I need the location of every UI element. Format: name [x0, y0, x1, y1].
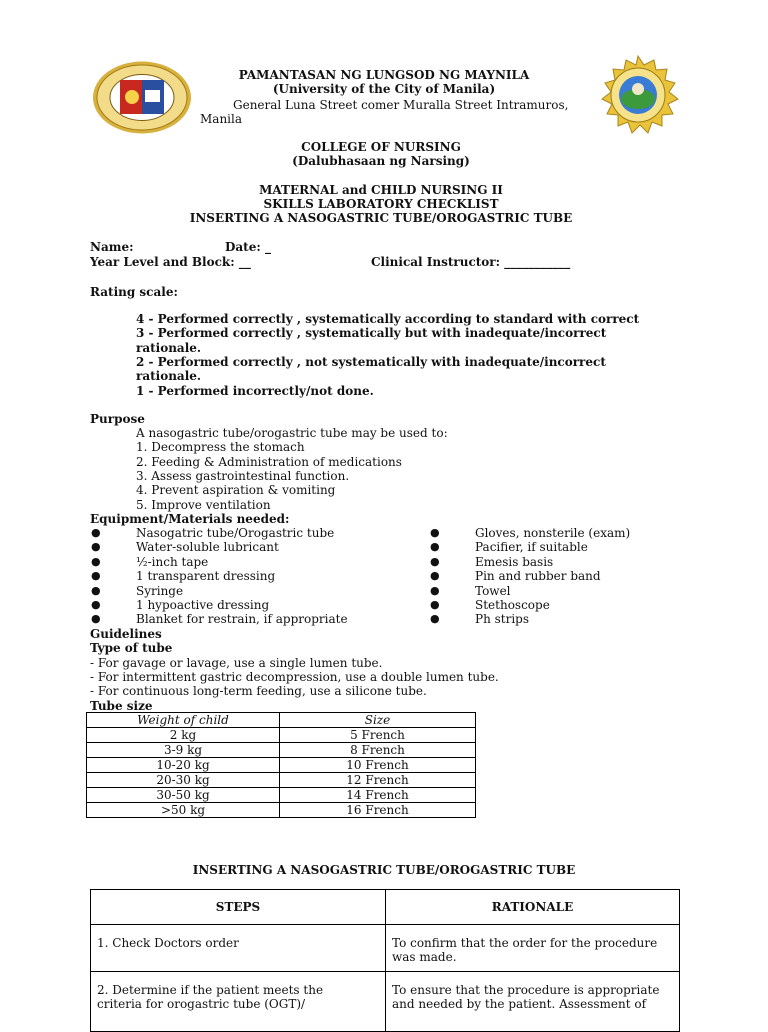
size-cell: 5 French	[280, 728, 476, 743]
table-header-row	[91, 890, 680, 925]
size-cell: 16 French	[280, 803, 476, 818]
table-row	[87, 758, 476, 773]
purpose-title: Purpose	[90, 412, 145, 426]
weight-cell: 10-20 kg	[87, 758, 280, 773]
weight-cell: 30-50 kg	[87, 788, 280, 803]
equipment-item: ● Ph strips	[430, 612, 530, 627]
guideline-item: - For intermittent gastric decompression, use a double lumen tube.	[90, 670, 499, 684]
rating-2-cont: rationale.	[136, 369, 202, 383]
table-row	[87, 803, 476, 818]
rationale-header: RATIONALE	[386, 890, 680, 925]
bullet-icon: ●	[91, 554, 101, 568]
college-name: COLLEGE OF NURSING	[301, 140, 461, 154]
address-line-1: General Luna Street comer Muralla Street Intramuros,	[233, 98, 569, 112]
bullet-icon: ●	[91, 597, 101, 611]
bullet-icon: ●	[91, 583, 101, 597]
rating-1: 1 - Performed incorrectly/not done.	[136, 384, 374, 398]
table-row	[87, 788, 476, 803]
rating-2: 2 - Performed correctly , not systematically with inadequate/incorrect	[136, 355, 606, 369]
table-row	[87, 728, 476, 743]
bullet-icon: ●	[430, 612, 440, 626]
equipment-item: ● 1 transparent dressing	[91, 569, 276, 584]
college-filipino-name: (Dalubhasaan ng Narsing)	[292, 154, 470, 168]
step-cell: 2. Determine if the patient meets the criteria for orogastric tube (OGT)/	[91, 971, 386, 1031]
guidelines-title: Guidelines	[90, 627, 162, 641]
purpose-item: 2. Feeding & Administration of medications	[136, 455, 402, 469]
bullet-icon: ●	[91, 540, 101, 554]
equipment-item: ● Gloves, nonsterile (exam)	[430, 526, 631, 540]
year-block-label: Year Level and Block: __	[90, 255, 251, 269]
equipment-list-right	[430, 526, 630, 627]
purpose-item: 5. Improve ventilation	[136, 498, 271, 512]
weight-cell: 20-30 kg	[87, 773, 280, 788]
bullet-icon: ●	[430, 597, 440, 611]
purpose-item: 1. Decompress the stomach	[136, 440, 305, 454]
bullet-icon: ●	[91, 612, 101, 626]
bullet-icon: ●	[430, 583, 440, 597]
size-cell: 8 French	[280, 743, 476, 758]
university-english-name: (University of the City of Manila)	[272, 82, 496, 96]
bullet-icon: ●	[91, 569, 101, 583]
course-title: MATERNAL and CHILD NURSING II	[259, 183, 503, 197]
equipment-title: Equipment/Materials needed:	[90, 512, 290, 526]
weight-cell: 2 kg	[87, 728, 280, 743]
rationale-cell: To ensure that the procedure is appropriate and needed by the patient. Assessment of	[386, 971, 680, 1031]
equipment-item: ● Stethoscope	[430, 597, 550, 612]
size-cell: 14 French	[280, 788, 476, 803]
table-header-row	[87, 713, 476, 728]
equipment-item: ● 1 hypoactive dressing	[91, 597, 270, 612]
equipment-list-left	[91, 526, 348, 627]
table-row	[87, 743, 476, 758]
guideline-item: - For continuous long-term feeding, use a silicone tube.	[90, 684, 427, 698]
bullet-icon: ●	[430, 569, 440, 583]
purpose-item: 4. Prevent aspiration & vomiting	[136, 483, 336, 497]
column-header: Size	[280, 713, 476, 728]
bullet-icon: ●	[430, 526, 440, 539]
checklist-title: SKILLS LABORATORY CHECKLIST	[263, 197, 499, 211]
type-of-tube-title: Type of tube	[90, 641, 173, 655]
guideline-item: - For gavage or lavage, use a single lumen tube.	[90, 656, 383, 670]
purpose-intro: A nasogastric tube/orogastric tube may be used to:	[136, 426, 448, 440]
rating-3: 3 - Performed correctly , systematically but with inadequate/incorrect	[136, 326, 607, 340]
name-label: Name:	[90, 240, 134, 254]
steps-header: STEPS	[91, 890, 386, 925]
equipment-item: ● Pacifier, if suitable	[430, 540, 588, 555]
table-row	[91, 971, 680, 1031]
weight-cell: 3-9 kg	[87, 743, 280, 758]
bullet-icon: ●	[430, 540, 440, 554]
purpose-item: 3. Assess gastrointestinal function.	[136, 469, 350, 483]
procedure-title: INSERTING A NASOGASTRIC TUBE/OROGASTRIC TUBE	[189, 211, 573, 225]
university-name: PAMANTASAN NG LUNGSOD NG MAYNILA	[238, 68, 530, 82]
size-cell: 10 French	[280, 758, 476, 773]
equipment-item: ● ½-inch tape	[91, 554, 209, 569]
table-row	[91, 925, 680, 972]
equipment-item: ● Blanket for restrain, if appropriate	[91, 612, 348, 627]
column-header: Weight of child	[87, 713, 280, 728]
equipment-item: ● Syringe	[91, 583, 184, 598]
table-row	[87, 773, 476, 788]
rating-scale-title: Rating scale:	[90, 285, 178, 299]
address-line-2: Manila	[200, 112, 242, 126]
tube-size-table	[86, 712, 476, 818]
rating-3-cont: rationale.	[136, 341, 202, 355]
step-cell: 1. Check Doctors order	[91, 925, 386, 972]
weight-cell: >50 kg	[87, 803, 280, 818]
tube-size-title: Tube size	[90, 699, 153, 713]
equipment-item: ● Pin and rubber band	[430, 569, 601, 584]
steps-section-title: INSERTING A NASOGASTRIC TUBE/OROGASTRIC TUBE	[192, 863, 576, 877]
equipment-item: ● Water-soluble lubricant	[91, 540, 279, 555]
rationale-cell: To confirm that the order for the procedure was made.	[386, 925, 680, 972]
size-cell: 12 French	[280, 773, 476, 788]
bullet-icon: ●	[430, 554, 440, 568]
equipment-item: ● Emesis basis	[430, 554, 554, 569]
rating-4: 4 - Performed correctly , systematically according to standard with correct	[136, 312, 640, 326]
date-label: Date: _	[225, 240, 271, 254]
equipment-item: ● Towel	[430, 583, 511, 598]
steps-table	[90, 889, 680, 1032]
clinical-instructor-label: Clinical Instructor: ___________	[371, 255, 571, 269]
equipment-item: ● Nasogatric tube/Orogastric tube	[91, 526, 335, 540]
bullet-icon: ●	[91, 526, 101, 539]
